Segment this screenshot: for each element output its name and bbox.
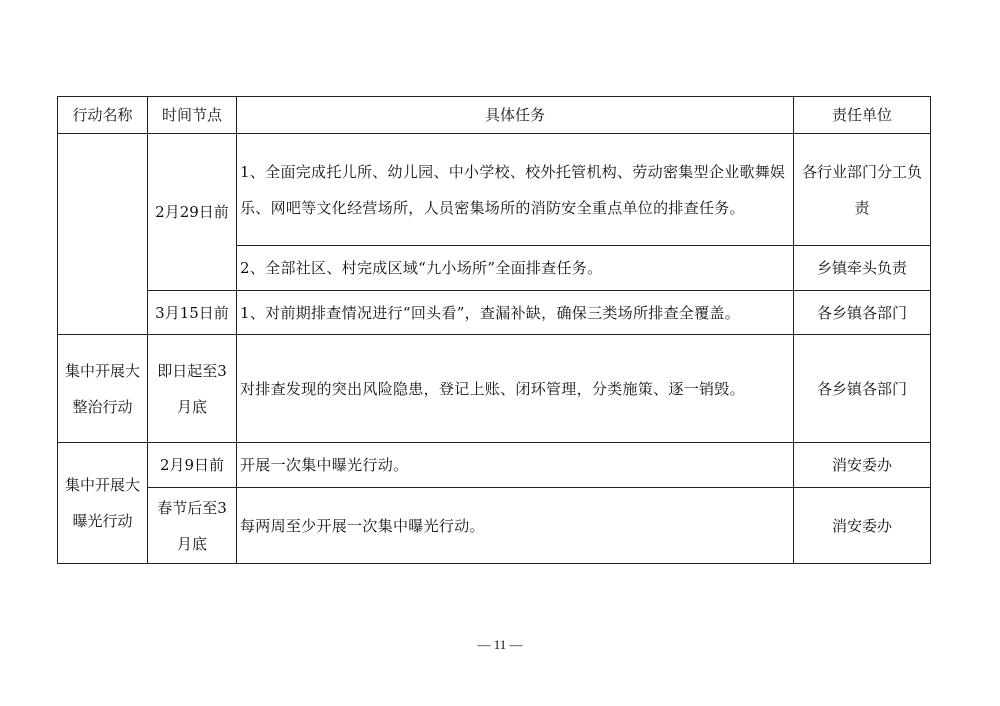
- unit-cell: [794, 134, 931, 246]
- action-name-cell: [58, 335, 148, 443]
- time-cell: [148, 335, 237, 443]
- task-cell: 1、全面完成托儿所、幼儿园、中小学校、校外托管机构、劳动密集型企业歌舞娱乐、网吧等文化经营场所，人员密集场所的消防安全重点单位的排查任务。: [237, 134, 794, 246]
- time-text: 春节后至3月底: [157, 498, 227, 553]
- task-cell: 开展一次集中曝光行动。: [237, 443, 794, 488]
- task-cell: 每两周至少开展一次集中曝光行动。: [237, 488, 794, 564]
- action-name-text: 集中开展大整治行动: [64, 361, 140, 416]
- action-name-text: 集中开展大曝光行动: [64, 476, 140, 530]
- action-name-cell-empty: [58, 134, 148, 335]
- table-row: [58, 443, 931, 488]
- time-cell: 2月29日前: [148, 134, 237, 291]
- unit-cell: 各乡镇各部门: [794, 291, 931, 335]
- task-cell: 对排查发现的突出风险隐患，登记上账、闭环管理，分类施策、逐一销毁。: [237, 335, 794, 443]
- table-row: [58, 291, 931, 335]
- unit-cell: 乡镇牵头负责: [794, 246, 931, 291]
- task-cell: 2、全部社区、村完成区域“九小场所”全面排查任务。: [237, 246, 794, 291]
- table-header-row: [58, 97, 931, 134]
- action-name-cell: [58, 443, 148, 564]
- page-number: — 11 —: [477, 637, 523, 652]
- time-text: 即日起至3月底: [157, 361, 227, 416]
- table-row: [58, 134, 931, 246]
- time-cell: 2月9日前: [148, 443, 237, 488]
- unit-text: 各行业部门分工负责: [801, 162, 922, 217]
- header-time-node: 时间节点: [148, 97, 237, 134]
- unit-cell: 消安委办: [794, 443, 931, 488]
- header-responsible-unit: 责任单位: [794, 97, 931, 134]
- time-cell: 3月15日前: [148, 291, 237, 335]
- header-task: 具体任务: [237, 97, 794, 134]
- task-table: [57, 96, 931, 564]
- unit-cell: 消安委办: [794, 488, 931, 564]
- time-cell: [148, 488, 237, 564]
- task-cell: 1、对前期排查情况进行“回头看”，查漏补缺，确保三类场所排查全覆盖。: [237, 291, 794, 335]
- table-row: [58, 335, 931, 443]
- table-row: [58, 488, 931, 564]
- unit-cell: 各乡镇各部门: [794, 335, 931, 443]
- header-action-name: 行动名称: [58, 97, 148, 134]
